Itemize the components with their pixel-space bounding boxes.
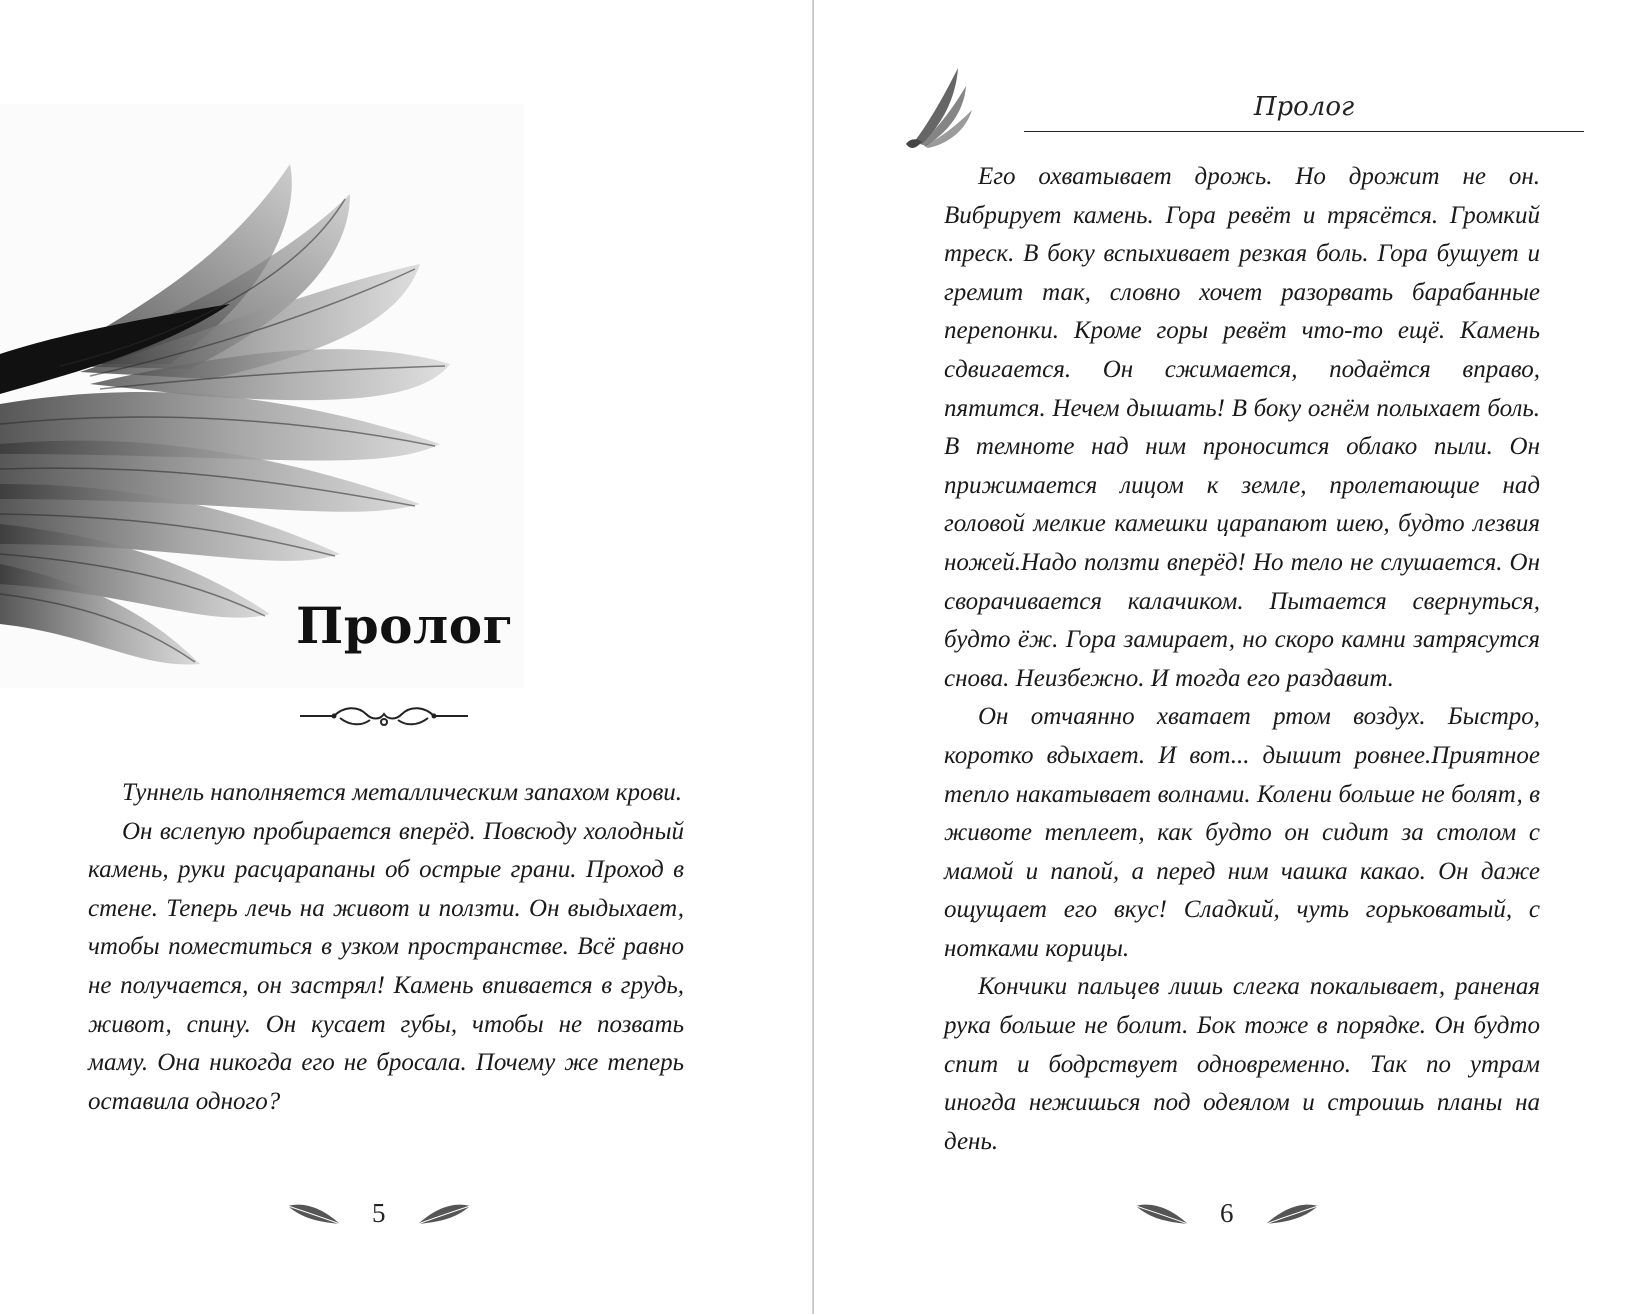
chapter-title: Пролог bbox=[296, 596, 514, 655]
paragraph: Он вслепую пробирается вперёд. Повсюду холодный камень, руки расцарапаны об острые грани. Проход в стене. Теперь лечь на живот и ползти. Он выдыхает, чтобы поместиться в узком пространстве. Всё равно не получается, он застрял! Камень впивается в грудь, живот, спину. Он кусает губы, чтобы не позвать маму. Она никогда его не бросала. Почему же теперь оставила одного? bbox=[88, 817, 684, 1115]
running-head bbox=[1024, 92, 1584, 132]
page-number: 5 bbox=[372, 1197, 386, 1228]
header-rule bbox=[1024, 131, 1584, 133]
feather-icon bbox=[416, 1198, 472, 1228]
feather-icon bbox=[1264, 1198, 1320, 1228]
paragraph: Кончики пальцев лишь слегка покалывает, раненая рука больше не болит. Бок тоже в порядке. Он будто спит и бодрствует одновременно. Так по утрам иногда нежишься под одеялом и строишь планы на день. bbox=[944, 973, 1540, 1155]
running-head-title: Пролог bbox=[1253, 92, 1355, 122]
feather-icon bbox=[286, 1198, 342, 1228]
left-page bbox=[0, 0, 812, 1314]
paragraph: Он отчаянно хватает ртом воздух. Быстро, коротко вдыхает. И вот... дышит ровнее.Приятное тепло накатывает волнами. Колени больше не болят, в животе теплеет, как будто он сидит за столом с мамой и папой, а перед ним чашка какао. Он даже ощущает его вкус! Сладкий, чуть горьковатый, с нотками корицы. bbox=[944, 703, 1540, 962]
flourish-ornament-icon bbox=[300, 700, 468, 732]
right-page bbox=[814, 0, 1630, 1314]
page-footer bbox=[286, 1190, 472, 1236]
page-footer bbox=[1134, 1190, 1320, 1236]
phoenix-wing-icon bbox=[904, 66, 976, 154]
paragraph: Его охватывает дрожь. Но дрожит не он. Вибрирует камень. Гора ревёт и трясётся. Громкий треск. В боку вспыхивает резкая боль. Гора бушует и гремит так, словно хочет разорвать барабанные перепонки. Кроме горы ревёт что-то ещё. Камень сдвигается. Он сжимается, подаётся вправо, пятится. Нечем дышать! В боку огнём полыхает боль. В темноте над ним проносится облако пыли. Он прижимается лицом к земле, пролетающие над головой мелкие камешки царапают шею, будто лезвия ножей.Надо ползти вперёд! Но тело не слушается. Он сворачивается калачиком. Пытается свернуться, будто ёж. Гора замирает, но скоро камни затрясутся снова. Неизбежно. И тогда его раздавит. bbox=[944, 163, 1540, 692]
feather-icon bbox=[1134, 1198, 1190, 1228]
right-body-text bbox=[944, 158, 1540, 1161]
page-number: 6 bbox=[1220, 1197, 1234, 1228]
paragraph: Туннель наполняется металлическим запахом крови. bbox=[122, 779, 683, 806]
left-body-text bbox=[88, 774, 684, 1121]
